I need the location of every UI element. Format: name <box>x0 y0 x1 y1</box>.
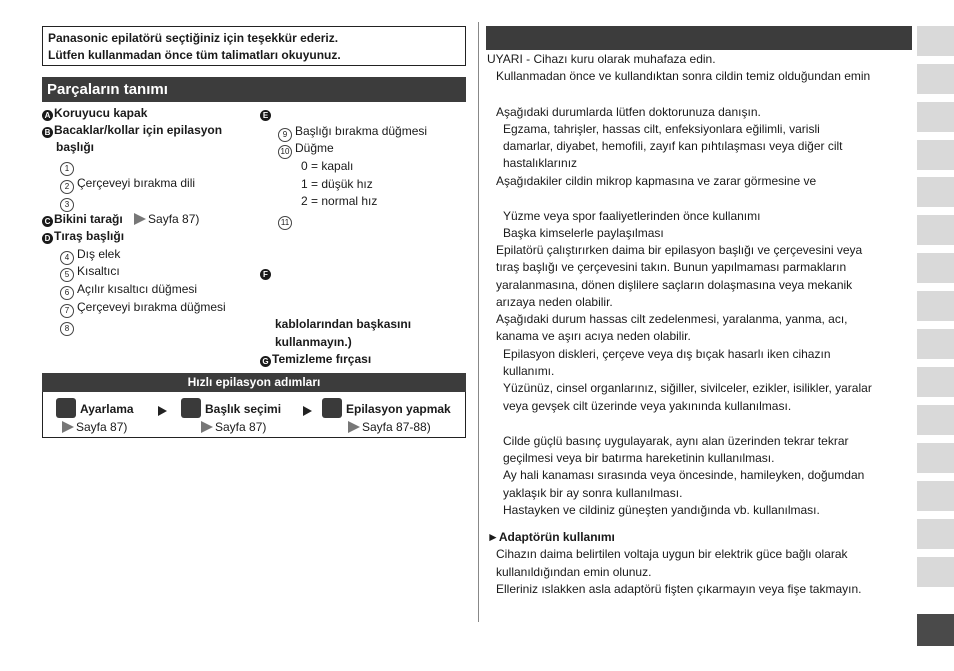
step-next-icon <box>303 406 312 416</box>
step-next-icon <box>158 406 167 416</box>
intro-line-2: Lütfen kullanmadan önce tüm talimatları okuyunuz. <box>48 48 341 62</box>
speed-1: 1 = düşük hız <box>301 177 373 191</box>
item-4-label: Dış elek <box>77 247 121 261</box>
safety-line: Hastayken ve cildiniz güneşten yandığında vb. kullanılması. <box>503 503 820 517</box>
num-5: 5 <box>60 268 74 282</box>
step-1-ref-text: Sayfa 87) <box>76 420 128 434</box>
step-2-arrow-icon <box>201 421 213 433</box>
safety-line: kanama ve aşırı acıya neden olabilir. <box>496 329 691 343</box>
part-g-label: Temizleme fırçası <box>272 352 372 366</box>
item-5 <box>60 263 120 282</box>
item-2-label: Çerçeveyi bırakma dili <box>77 176 196 190</box>
language-tab[interactable] <box>917 519 954 549</box>
safety-line: Epilatörü çalıştırırken daima bir epilasyon başlığı ve çerçevesini veya <box>496 243 863 257</box>
item-10-label: Düğme <box>295 141 334 155</box>
safety-line: Başka kimselerle paylaşılması <box>503 226 664 240</box>
step-1-icon <box>56 398 76 418</box>
badge-e: E <box>260 110 271 121</box>
cable-note-1: kablolarından başkasını <box>275 317 412 331</box>
part-e <box>260 105 272 122</box>
language-tab[interactable] <box>917 253 954 283</box>
safety-line: Aşağıdaki durumlarda lütfen doktorunuza danışın. <box>496 105 761 119</box>
safety-line: tıraş başlığı ve çerçevesini takın. Bunun yapılmaması parmakların <box>496 260 847 274</box>
item-10 <box>278 140 334 159</box>
language-tab[interactable] <box>917 177 954 207</box>
step-3-ref-text: Sayfa 87-88) <box>362 420 431 434</box>
adapter-title: Adaptörün kullanımı <box>498 530 615 544</box>
language-tab[interactable] <box>917 102 954 132</box>
step-2-icon <box>181 398 201 418</box>
item-7-label: Çerçeveyi bırakma düğmesi <box>77 300 226 314</box>
part-a-label: Koruyucu kapak <box>54 106 148 120</box>
num-9: 9 <box>278 128 292 142</box>
safety-line: Yüzünüz, cinsel organlarınız, siğiller, sivilceler, ezikler, isilikler, yaralar <box>503 381 872 395</box>
num-6: 6 <box>60 286 74 300</box>
step-3-arrow-icon <box>348 421 360 433</box>
part-c-ref: Sayfa 87) <box>148 212 200 226</box>
step-3-label: Epilasyon yapmak <box>346 402 451 416</box>
language-tab[interactable] <box>917 405 954 435</box>
item-1 <box>60 157 77 176</box>
language-tab[interactable] <box>917 140 954 170</box>
part-b-label: Bacaklar/kollar için epilasyon <box>54 123 223 137</box>
part-g <box>260 351 371 368</box>
page-ref-arrow-icon <box>134 213 146 225</box>
adapter-line: Cihazın daima belirtilen voltaja uygun bir elektrik güce bağlı olarak <box>496 547 848 561</box>
item-2 <box>60 175 195 194</box>
intro-line-1: Panasonic epilatörü seçtiğiniz için teşekkür ederiz. <box>48 31 339 45</box>
adapter-line: kullanıldığından emin olunuz. <box>496 565 652 579</box>
badge-f: F <box>260 269 271 280</box>
quick-steps-title: Hızlı epilasyon adımları <box>42 373 466 392</box>
badge-d: D <box>42 233 53 244</box>
language-tab[interactable] <box>917 64 954 94</box>
item-9-label: Başlığı bırakma düğmesi <box>295 124 428 138</box>
safety-line: Kullanmadan önce ve kullandıktan sonra cildin temiz olduğundan emin <box>496 69 871 83</box>
num-2: 2 <box>60 180 74 194</box>
num-4: 4 <box>60 251 74 265</box>
num-8: 8 <box>60 322 74 336</box>
badge-c: C <box>42 216 53 227</box>
part-d-label: Tıraş başlığı <box>54 229 125 243</box>
language-tab-active[interactable] <box>917 614 954 646</box>
adapter-line: Elleriniz ıslakken asla adaptörü fişten çıkarmayın veya fişe takmayın. <box>496 582 862 596</box>
num-11: 11 <box>278 216 292 230</box>
step-1-label: Ayarlama <box>80 402 134 416</box>
part-f <box>260 264 272 281</box>
step-3-icon <box>322 398 342 418</box>
safety-line: Cilde güçlü basınç uygulayarak, aynı alan üzerinden tekrar tekrar <box>503 434 849 448</box>
step-1-arrow-icon <box>62 421 74 433</box>
safety-line: geçilmesi veya bir batırma hareketinin kullanılması. <box>503 451 775 465</box>
language-tab[interactable] <box>917 557 954 587</box>
safety-line: damarlar, diyabet, hemofili, zayıf kan pıhtılaşması veya diğer cilt <box>503 139 843 153</box>
language-tab[interactable] <box>917 329 954 359</box>
num-1: 1 <box>60 162 74 176</box>
item-7 <box>60 299 226 318</box>
safety-line: UYARI - Cihazı kuru olarak muhafaza edin. <box>487 52 716 66</box>
safety-line: Epilasyon diskleri, çerçeve veya dış bıçak hasarlı iken cihazın <box>503 347 831 361</box>
cable-note-2: kullanmayın.) <box>275 335 352 349</box>
part-a <box>42 105 147 122</box>
item-5-label: Kısaltıcı <box>77 264 120 278</box>
safety-line: yaralanmasına, dönen dişlilere saçların dolaşmasına veya mekanik <box>496 278 853 292</box>
item-3 <box>60 193 77 212</box>
part-b <box>42 122 222 139</box>
step-1-ref <box>62 419 127 436</box>
item-6 <box>60 281 197 300</box>
item-8 <box>60 317 77 336</box>
step-2-ref <box>201 419 266 436</box>
intro-box <box>42 26 466 66</box>
safety-line: yaklaşık bir ay sonra kullanılması. <box>503 486 683 500</box>
badge-a: A <box>42 110 53 121</box>
speed-2: 2 = normal hız <box>301 194 378 208</box>
safety-line: Egzama, tahrişler, hassas cilt, enfeksiyonlara eğilimli, varisli <box>503 122 820 136</box>
language-tab[interactable] <box>917 291 954 321</box>
language-tab[interactable] <box>917 26 954 56</box>
adapter-marker-icon: ► <box>487 530 499 544</box>
safety-line: Aşağıdakiler cildin mikrop kapmasına ve zarar görmesine ve <box>496 174 817 188</box>
language-tab[interactable] <box>917 367 954 397</box>
part-d <box>42 228 124 245</box>
step-2-ref-text: Sayfa 87) <box>215 420 267 434</box>
num-7: 7 <box>60 304 74 318</box>
item-11 <box>278 211 295 230</box>
safety-line: arızaya neden olabilir. <box>496 295 613 309</box>
column-divider <box>478 22 479 622</box>
step-2-label: Başlık seçimi <box>205 402 282 416</box>
language-tab[interactable] <box>917 443 954 473</box>
safety-line: Aşağıdaki durum hassas cilt zedelenmesi, yaralanma, yanma, acı, <box>496 312 848 326</box>
language-tab[interactable] <box>917 215 954 245</box>
num-3: 3 <box>60 198 74 212</box>
safety-line: veya gevşek cilt üzerinde veya yakınında kullanılması. <box>503 399 792 413</box>
safety-line: Yüzme veya spor faaliyetlerinden önce kullanımı <box>503 209 761 223</box>
language-tab[interactable] <box>917 481 954 511</box>
adapter-heading <box>487 529 615 546</box>
badge-b: B <box>42 127 53 138</box>
item-6-label: Açılır kısaltıcı düğmesi <box>77 282 198 296</box>
safety-line: kullanımı. <box>503 364 555 378</box>
safety-line: hastalıklarınız <box>503 156 578 170</box>
step-3-ref <box>348 419 431 436</box>
badge-g: G <box>260 356 271 367</box>
part-c-label: Bikini tarağı <box>54 212 123 226</box>
section-title-parts: Parçaların tanımı <box>42 77 466 102</box>
safety-line: Ay hali kanaması sırasında veya öncesinde, hamileyken, doğumdan <box>503 468 865 482</box>
num-10: 10 <box>278 145 292 159</box>
speed-0: 0 = kapalı <box>301 159 354 173</box>
part-b-label-2: başlığı <box>56 140 95 154</box>
safety-header-bar <box>486 26 912 50</box>
part-c <box>42 211 199 228</box>
